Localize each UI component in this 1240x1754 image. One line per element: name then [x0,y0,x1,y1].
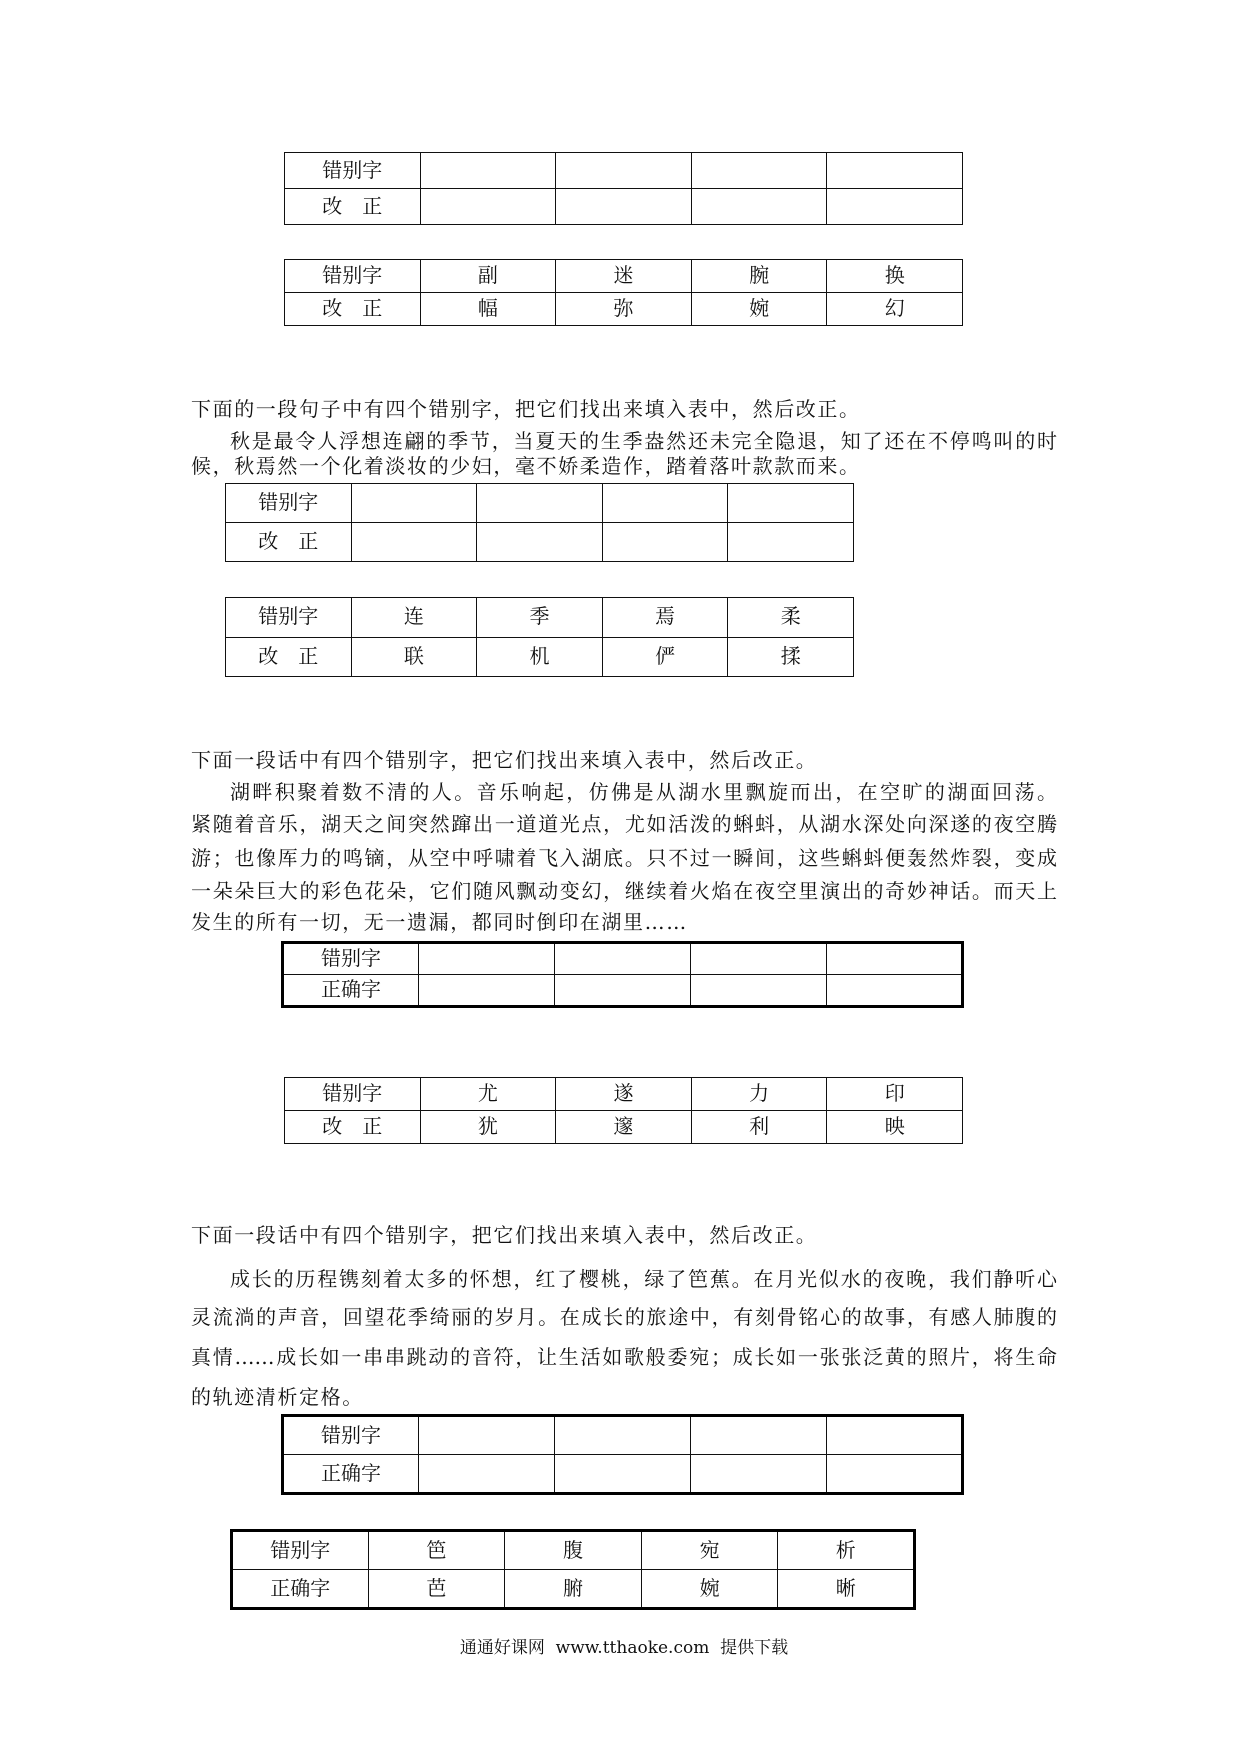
row-label: 错别字 [226,598,352,638]
row-label: 错别字 [285,153,421,189]
correct-char-cell: 芭 [368,1570,505,1609]
blank-cell [691,1416,827,1455]
answer-key-table [230,1529,916,1610]
row-label: 改 正 [285,189,421,225]
correct-char-cell: 映 [827,1111,963,1144]
passage-line: 灵流淌的声音，回望花季绮丽的岁月。在成长的旅途中，有刻骨铭心的故事，有感人肺腹的 [191,1305,1057,1329]
passage-line: 真情……成长如一串串跳动的音符，让生活如歌般委宛；成长如一张张泛黄的照片，将生命 [191,1345,1057,1369]
wrong-char-cell: 副 [420,260,556,293]
correct-char-cell: 腑 [505,1570,642,1609]
blank-cell [602,484,728,523]
correct-char-cell: 晰 [778,1570,915,1609]
row-label: 错别字 [285,1078,421,1111]
passage-line: 湖畔积聚着数不清的人。音乐响起，仿佛是从湖水里飘旋而出，在空旷的湖面回荡。 [230,780,1057,804]
blank-answer-table [281,1414,964,1495]
row-label: 错别字 [232,1531,369,1570]
row-label: 正确字 [232,1570,369,1609]
row-label: 正确字 [283,1455,419,1494]
wrong-char-cell: 迷 [556,260,692,293]
wrong-char-cell: 腹 [505,1531,642,1570]
passage-line: 的轨迹清析定格。 [191,1385,364,1409]
blank-cell [691,1455,827,1494]
blank-cell [691,943,827,975]
correct-char-cell: 婉 [641,1570,778,1609]
wrong-char-cell: 腕 [691,260,827,293]
correct-char-cell: 幅 [420,293,556,326]
passage-line: 紧随着音乐，湖天之间突然蹿出一道道光点，尤如活泼的蝌蚪，从湖水深处向深遂的夜空腾 [191,812,1057,836]
correct-char-cell: 俨 [602,637,728,677]
correct-char-cell: 联 [351,637,477,677]
blank-cell [556,153,692,189]
row-label: 改 正 [285,293,421,326]
blank-cell [556,189,692,225]
blank-cell [827,1455,963,1494]
blank-answer-table [281,941,964,1008]
wrong-char-cell: 宛 [641,1531,778,1570]
wrong-char-cell: 柔 [728,598,854,638]
exercise-instruction: 下面一段话中有四个错别字，把它们找出来填入表中，然后改正。 [191,750,818,772]
row-label: 错别字 [283,943,419,975]
wrong-char-cell: 力 [691,1078,827,1111]
blank-cell [555,975,691,1007]
blank-answer-table [284,152,963,225]
blank-cell [728,484,854,523]
passage-line: 游；也像厍力的鸣镝，从空中呼啸着飞入湖底。只不过一瞬间，这些蝌蚪便轰然炸裂，变成 [191,846,1057,870]
blank-cell [477,523,603,562]
blank-cell [555,1416,691,1455]
blank-cell [827,189,963,225]
blank-cell [691,189,827,225]
passage-line: 发生的所有一切，无一遗漏，都同时倒印在湖里…… [191,910,688,934]
blank-answer-table [225,483,854,562]
passage-line: 一朵朵巨大的彩色花朵，它们随风飘动变幻，继续着火焰在夜空里演出的奇妙神话。而天上 [191,879,1057,903]
correct-char-cell: 机 [477,637,603,677]
wrong-char-cell: 析 [778,1531,915,1570]
passage-line: 候，秋焉然一个化着淡妆的少妇，毫不娇柔造作，踏着落叶款款而来。 [191,454,861,478]
blank-cell [351,523,477,562]
correct-char-cell: 弥 [556,293,692,326]
wrong-char-cell: 笆 [368,1531,505,1570]
row-label: 错别字 [285,260,421,293]
blank-cell [827,1416,963,1455]
row-label: 改 正 [226,523,352,562]
answer-key-table [284,259,963,326]
correct-char-cell: 婉 [691,293,827,326]
blank-cell [827,975,963,1007]
blank-cell [691,153,827,189]
wrong-char-cell: 连 [351,598,477,638]
blank-cell [420,189,556,225]
wrong-char-cell: 季 [477,598,603,638]
blank-cell [420,153,556,189]
row-label: 错别字 [226,484,352,523]
wrong-char-cell: 换 [827,260,963,293]
blank-cell [555,1455,691,1494]
wrong-char-cell: 印 [827,1078,963,1111]
blank-cell [419,1455,555,1494]
blank-cell [351,484,477,523]
correct-char-cell: 犹 [420,1111,556,1144]
blank-cell [827,153,963,189]
blank-cell [602,523,728,562]
blank-cell [419,1416,555,1455]
row-label: 改 正 [285,1111,421,1144]
passage-line: 成长的历程镌刻着太多的怀想，红了樱桃，绿了笆蕉。在月光似水的夜晚，我们静听心 [230,1267,1057,1291]
correct-char-cell: 幻 [827,293,963,326]
exercise-instruction: 下面的一段句子中有四个错别字，把它们找出来填入表中，然后改正。 [191,399,861,421]
blank-cell [477,484,603,523]
exercise-instruction: 下面一段话中有四个错别字，把它们找出来填入表中，然后改正。 [191,1225,818,1247]
row-label: 改 正 [226,637,352,677]
blank-cell [728,523,854,562]
row-label: 正确字 [283,975,419,1007]
blank-cell [827,943,963,975]
wrong-char-cell: 尤 [420,1078,556,1111]
blank-cell [555,943,691,975]
row-label: 错别字 [283,1416,419,1455]
blank-cell [419,943,555,975]
correct-char-cell: 揉 [728,637,854,677]
blank-cell [419,975,555,1007]
wrong-char-cell: 焉 [602,598,728,638]
answer-key-table [284,1077,963,1144]
correct-char-cell: 邃 [556,1111,692,1144]
passage-line: 秋是最令人浮想连翩的季节，当夏天的生季盎然还未完全隐退，知了还在不停鸣叫的时 [230,429,1057,453]
wrong-char-cell: 遂 [556,1078,692,1111]
correct-char-cell: 利 [691,1111,827,1144]
answer-key-table [225,597,854,677]
page-footer: 通通好课网 www.tthaoke.com 提供下载 [459,1638,789,1658]
blank-cell [691,975,827,1007]
